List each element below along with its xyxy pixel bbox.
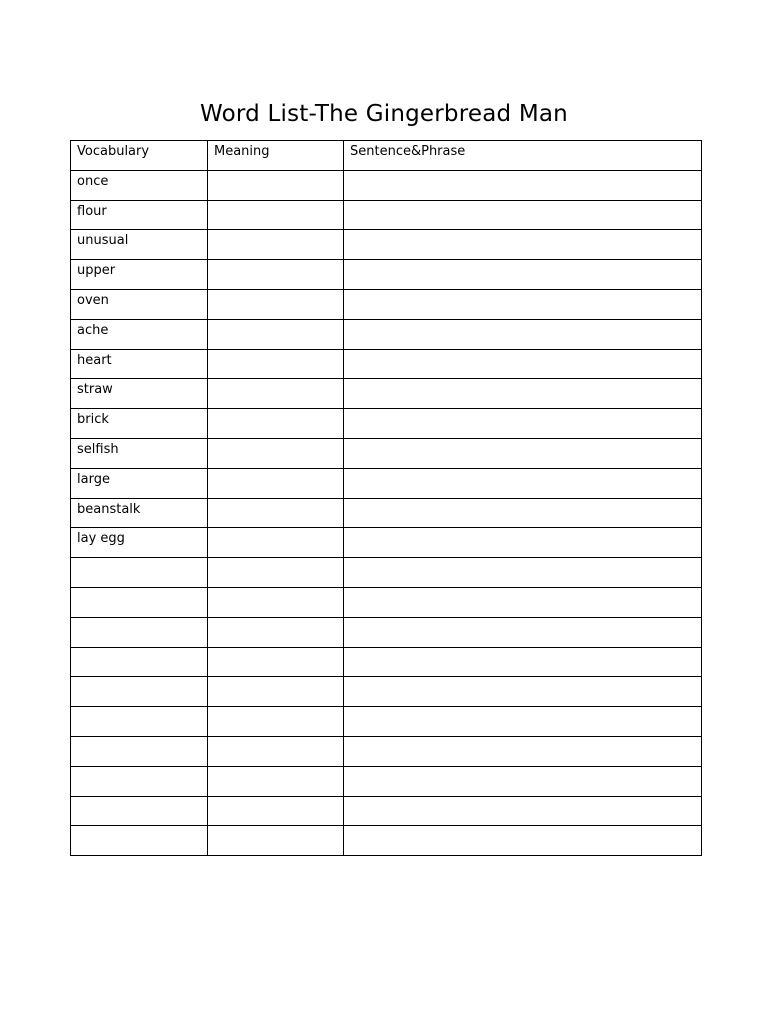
meaning-cell bbox=[208, 468, 344, 498]
sentence-phrase-cell bbox=[344, 289, 702, 319]
table-row bbox=[71, 558, 702, 588]
vocabulary-cell: ache bbox=[71, 319, 208, 349]
vocabulary-cell: large bbox=[71, 468, 208, 498]
table-row bbox=[71, 736, 702, 766]
word-list-body bbox=[71, 141, 702, 856]
table-row bbox=[71, 826, 702, 856]
meaning-cell bbox=[208, 409, 344, 439]
table-row bbox=[71, 796, 702, 826]
meaning-cell bbox=[208, 587, 344, 617]
vocabulary-cell bbox=[71, 677, 208, 707]
vocabulary-cell: brick bbox=[71, 409, 208, 439]
vocabulary-cell bbox=[71, 617, 208, 647]
table-header-row bbox=[71, 141, 702, 171]
meaning-cell bbox=[208, 736, 344, 766]
meaning-cell bbox=[208, 379, 344, 409]
header-vocabulary: Vocabulary bbox=[71, 141, 208, 171]
sentence-phrase-cell bbox=[344, 617, 702, 647]
vocabulary-cell bbox=[71, 647, 208, 677]
vocabulary-cell bbox=[71, 558, 208, 588]
sentence-phrase-cell bbox=[344, 230, 702, 260]
table-row bbox=[71, 230, 702, 260]
table-row bbox=[71, 498, 702, 528]
meaning-cell bbox=[208, 826, 344, 856]
word-list-table bbox=[70, 140, 702, 856]
vocabulary-cell bbox=[71, 707, 208, 737]
meaning-cell bbox=[208, 766, 344, 796]
table-row bbox=[71, 587, 702, 617]
sentence-phrase-cell bbox=[344, 677, 702, 707]
meaning-cell bbox=[208, 647, 344, 677]
table-row bbox=[71, 319, 702, 349]
meaning-cell bbox=[208, 260, 344, 290]
sentence-phrase-cell bbox=[344, 587, 702, 617]
vocabulary-cell: lay egg bbox=[71, 528, 208, 558]
table-row bbox=[71, 260, 702, 290]
meaning-cell bbox=[208, 319, 344, 349]
meaning-cell bbox=[208, 558, 344, 588]
sentence-phrase-cell bbox=[344, 438, 702, 468]
table-row bbox=[71, 170, 702, 200]
vocabulary-cell: unusual bbox=[71, 230, 208, 260]
sentence-phrase-cell bbox=[344, 498, 702, 528]
table-row bbox=[71, 528, 702, 558]
vocabulary-cell bbox=[71, 826, 208, 856]
vocabulary-cell: upper bbox=[71, 260, 208, 290]
meaning-cell bbox=[208, 796, 344, 826]
meaning-cell bbox=[208, 230, 344, 260]
meaning-cell bbox=[208, 617, 344, 647]
table-row bbox=[71, 677, 702, 707]
vocabulary-cell: once bbox=[71, 170, 208, 200]
vocabulary-cell bbox=[71, 587, 208, 617]
sentence-phrase-cell bbox=[344, 796, 702, 826]
table-row bbox=[71, 766, 702, 796]
sentence-phrase-cell bbox=[344, 349, 702, 379]
meaning-cell bbox=[208, 498, 344, 528]
sentence-phrase-cell bbox=[344, 736, 702, 766]
sentence-phrase-cell bbox=[344, 528, 702, 558]
table-row bbox=[71, 468, 702, 498]
vocabulary-cell: straw bbox=[71, 379, 208, 409]
page-title: Word List-The Gingerbread Man bbox=[200, 101, 568, 127]
table-row bbox=[71, 438, 702, 468]
table-row bbox=[71, 647, 702, 677]
table-row bbox=[71, 289, 702, 319]
meaning-cell bbox=[208, 707, 344, 737]
vocabulary-cell: oven bbox=[71, 289, 208, 319]
meaning-cell bbox=[208, 528, 344, 558]
table-row bbox=[71, 409, 702, 439]
meaning-cell bbox=[208, 349, 344, 379]
table-row bbox=[71, 617, 702, 647]
sentence-phrase-cell bbox=[344, 319, 702, 349]
sentence-phrase-cell bbox=[344, 468, 702, 498]
sentence-phrase-cell bbox=[344, 170, 702, 200]
sentence-phrase-cell bbox=[344, 409, 702, 439]
sentence-phrase-cell bbox=[344, 558, 702, 588]
sentence-phrase-cell bbox=[344, 200, 702, 230]
vocabulary-cell: beanstalk bbox=[71, 498, 208, 528]
table-row bbox=[71, 349, 702, 379]
vocabulary-cell bbox=[71, 736, 208, 766]
header-meaning: Meaning bbox=[208, 141, 344, 171]
header-sentence-phrase: Sentence&Phrase bbox=[344, 141, 702, 171]
sentence-phrase-cell bbox=[344, 707, 702, 737]
meaning-cell bbox=[208, 438, 344, 468]
table-row bbox=[71, 200, 702, 230]
meaning-cell bbox=[208, 289, 344, 319]
sentence-phrase-cell bbox=[344, 647, 702, 677]
vocabulary-cell: selfish bbox=[71, 438, 208, 468]
table-row bbox=[71, 379, 702, 409]
meaning-cell bbox=[208, 170, 344, 200]
vocabulary-cell: flour bbox=[71, 200, 208, 230]
vocabulary-cell bbox=[71, 766, 208, 796]
vocabulary-cell: heart bbox=[71, 349, 208, 379]
sentence-phrase-cell bbox=[344, 379, 702, 409]
sentence-phrase-cell bbox=[344, 766, 702, 796]
sentence-phrase-cell bbox=[344, 826, 702, 856]
meaning-cell bbox=[208, 200, 344, 230]
table-row bbox=[71, 707, 702, 737]
meaning-cell bbox=[208, 677, 344, 707]
vocabulary-cell bbox=[71, 796, 208, 826]
sentence-phrase-cell bbox=[344, 260, 702, 290]
